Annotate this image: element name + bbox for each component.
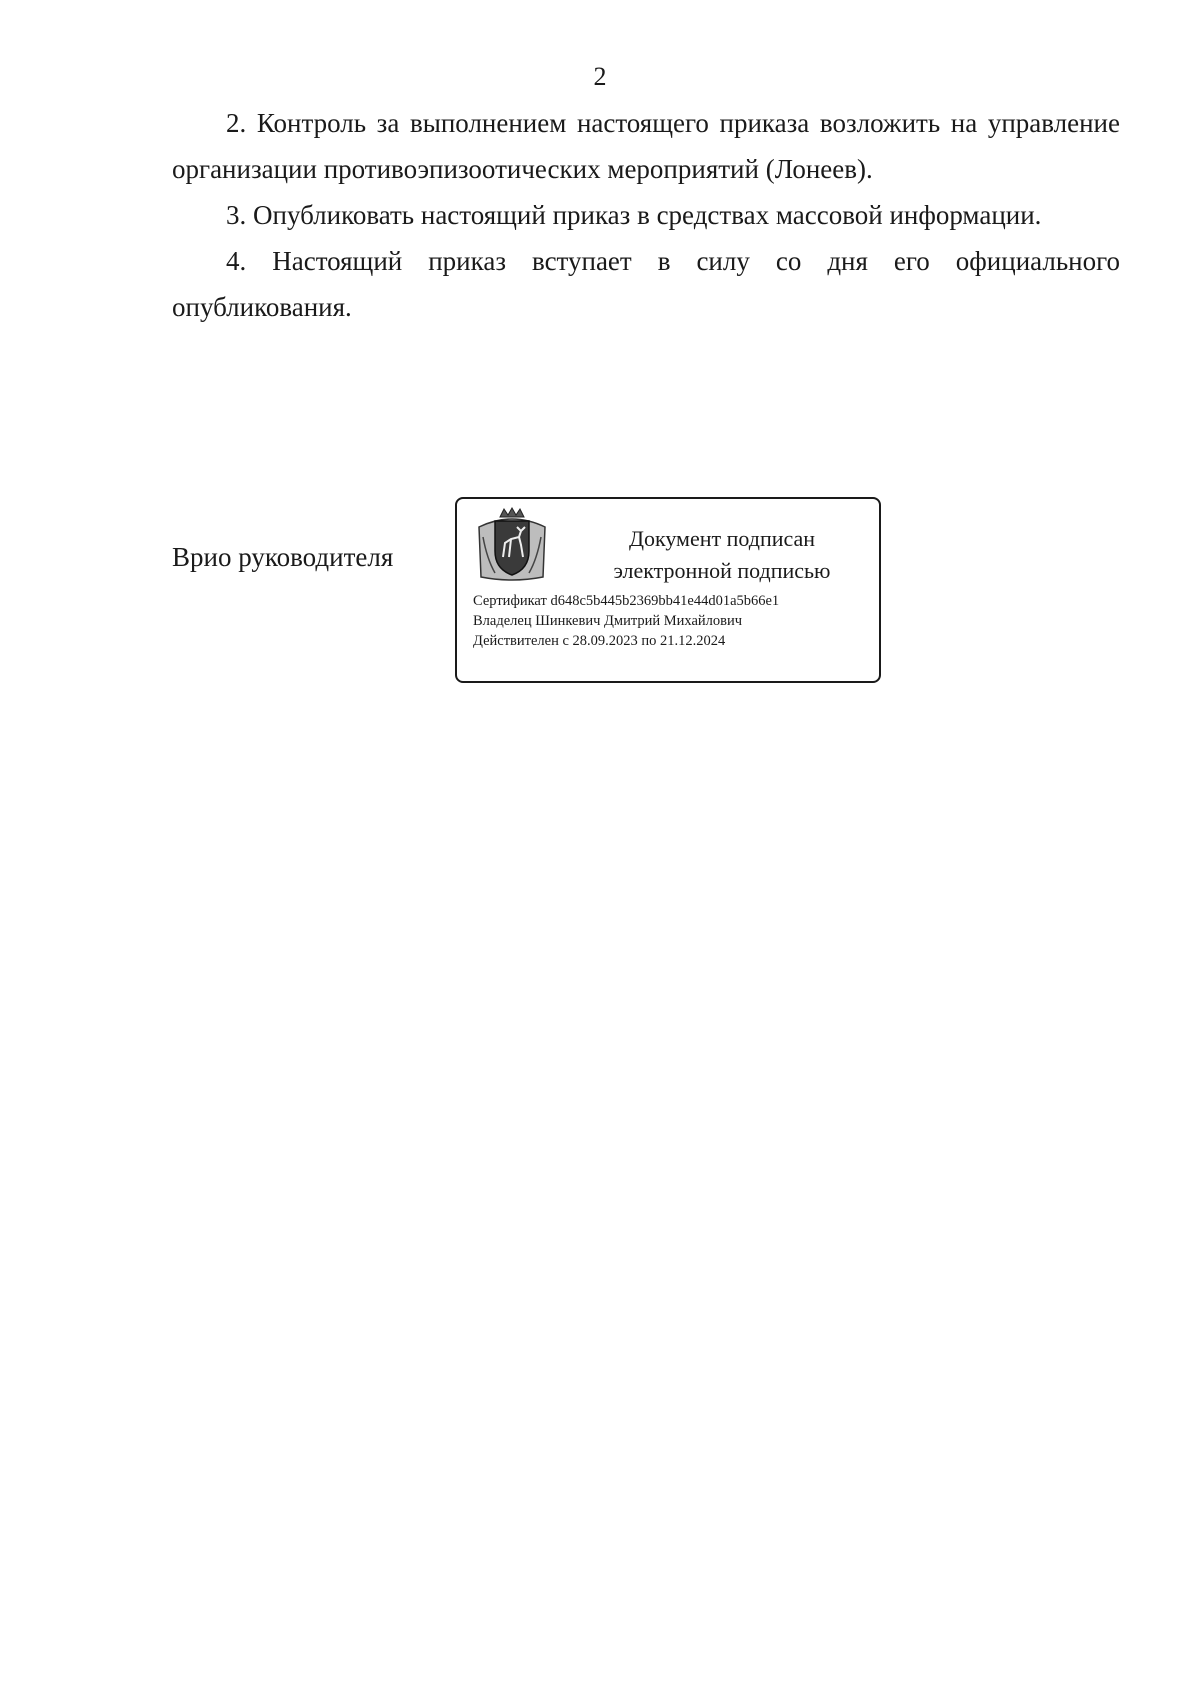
- electronic-signature-stamp: [455, 497, 881, 683]
- paragraph-2: 2. Контроль за выполнением настоящего приказа возложить на управление организации противоэпизоотических мероприятий (Лонеев).: [172, 108, 1120, 184]
- certificate-number: Сертификат d648c5b445b2369bb41e44d01a5b66e1: [473, 593, 780, 609]
- stamp-title-line-1: Документ подписан: [628, 526, 816, 551]
- signer-position: Врио руководителя: [172, 542, 394, 572]
- stamp-title-line-2: электронной подписью: [613, 558, 831, 583]
- paragraph-4: 4. Настоящий приказ вступает в силу со дня его официального опубликования.: [172, 246, 1120, 322]
- coat-of-arms-icon: [473, 507, 551, 583]
- paragraph-3: 3. Опубликовать настоящий приказ в средствах массовой информации.: [226, 200, 1042, 230]
- certificate-owner: Владелец Шинкевич Дмитрий Михайлович: [473, 613, 743, 629]
- page-number: 2: [593, 62, 607, 91]
- stamp-details: [473, 591, 873, 651]
- stamp-title: [577, 523, 867, 587]
- order-body: [172, 100, 1120, 330]
- certificate-validity: Действителен с 28.09.2023 по 21.12.2024: [473, 633, 726, 649]
